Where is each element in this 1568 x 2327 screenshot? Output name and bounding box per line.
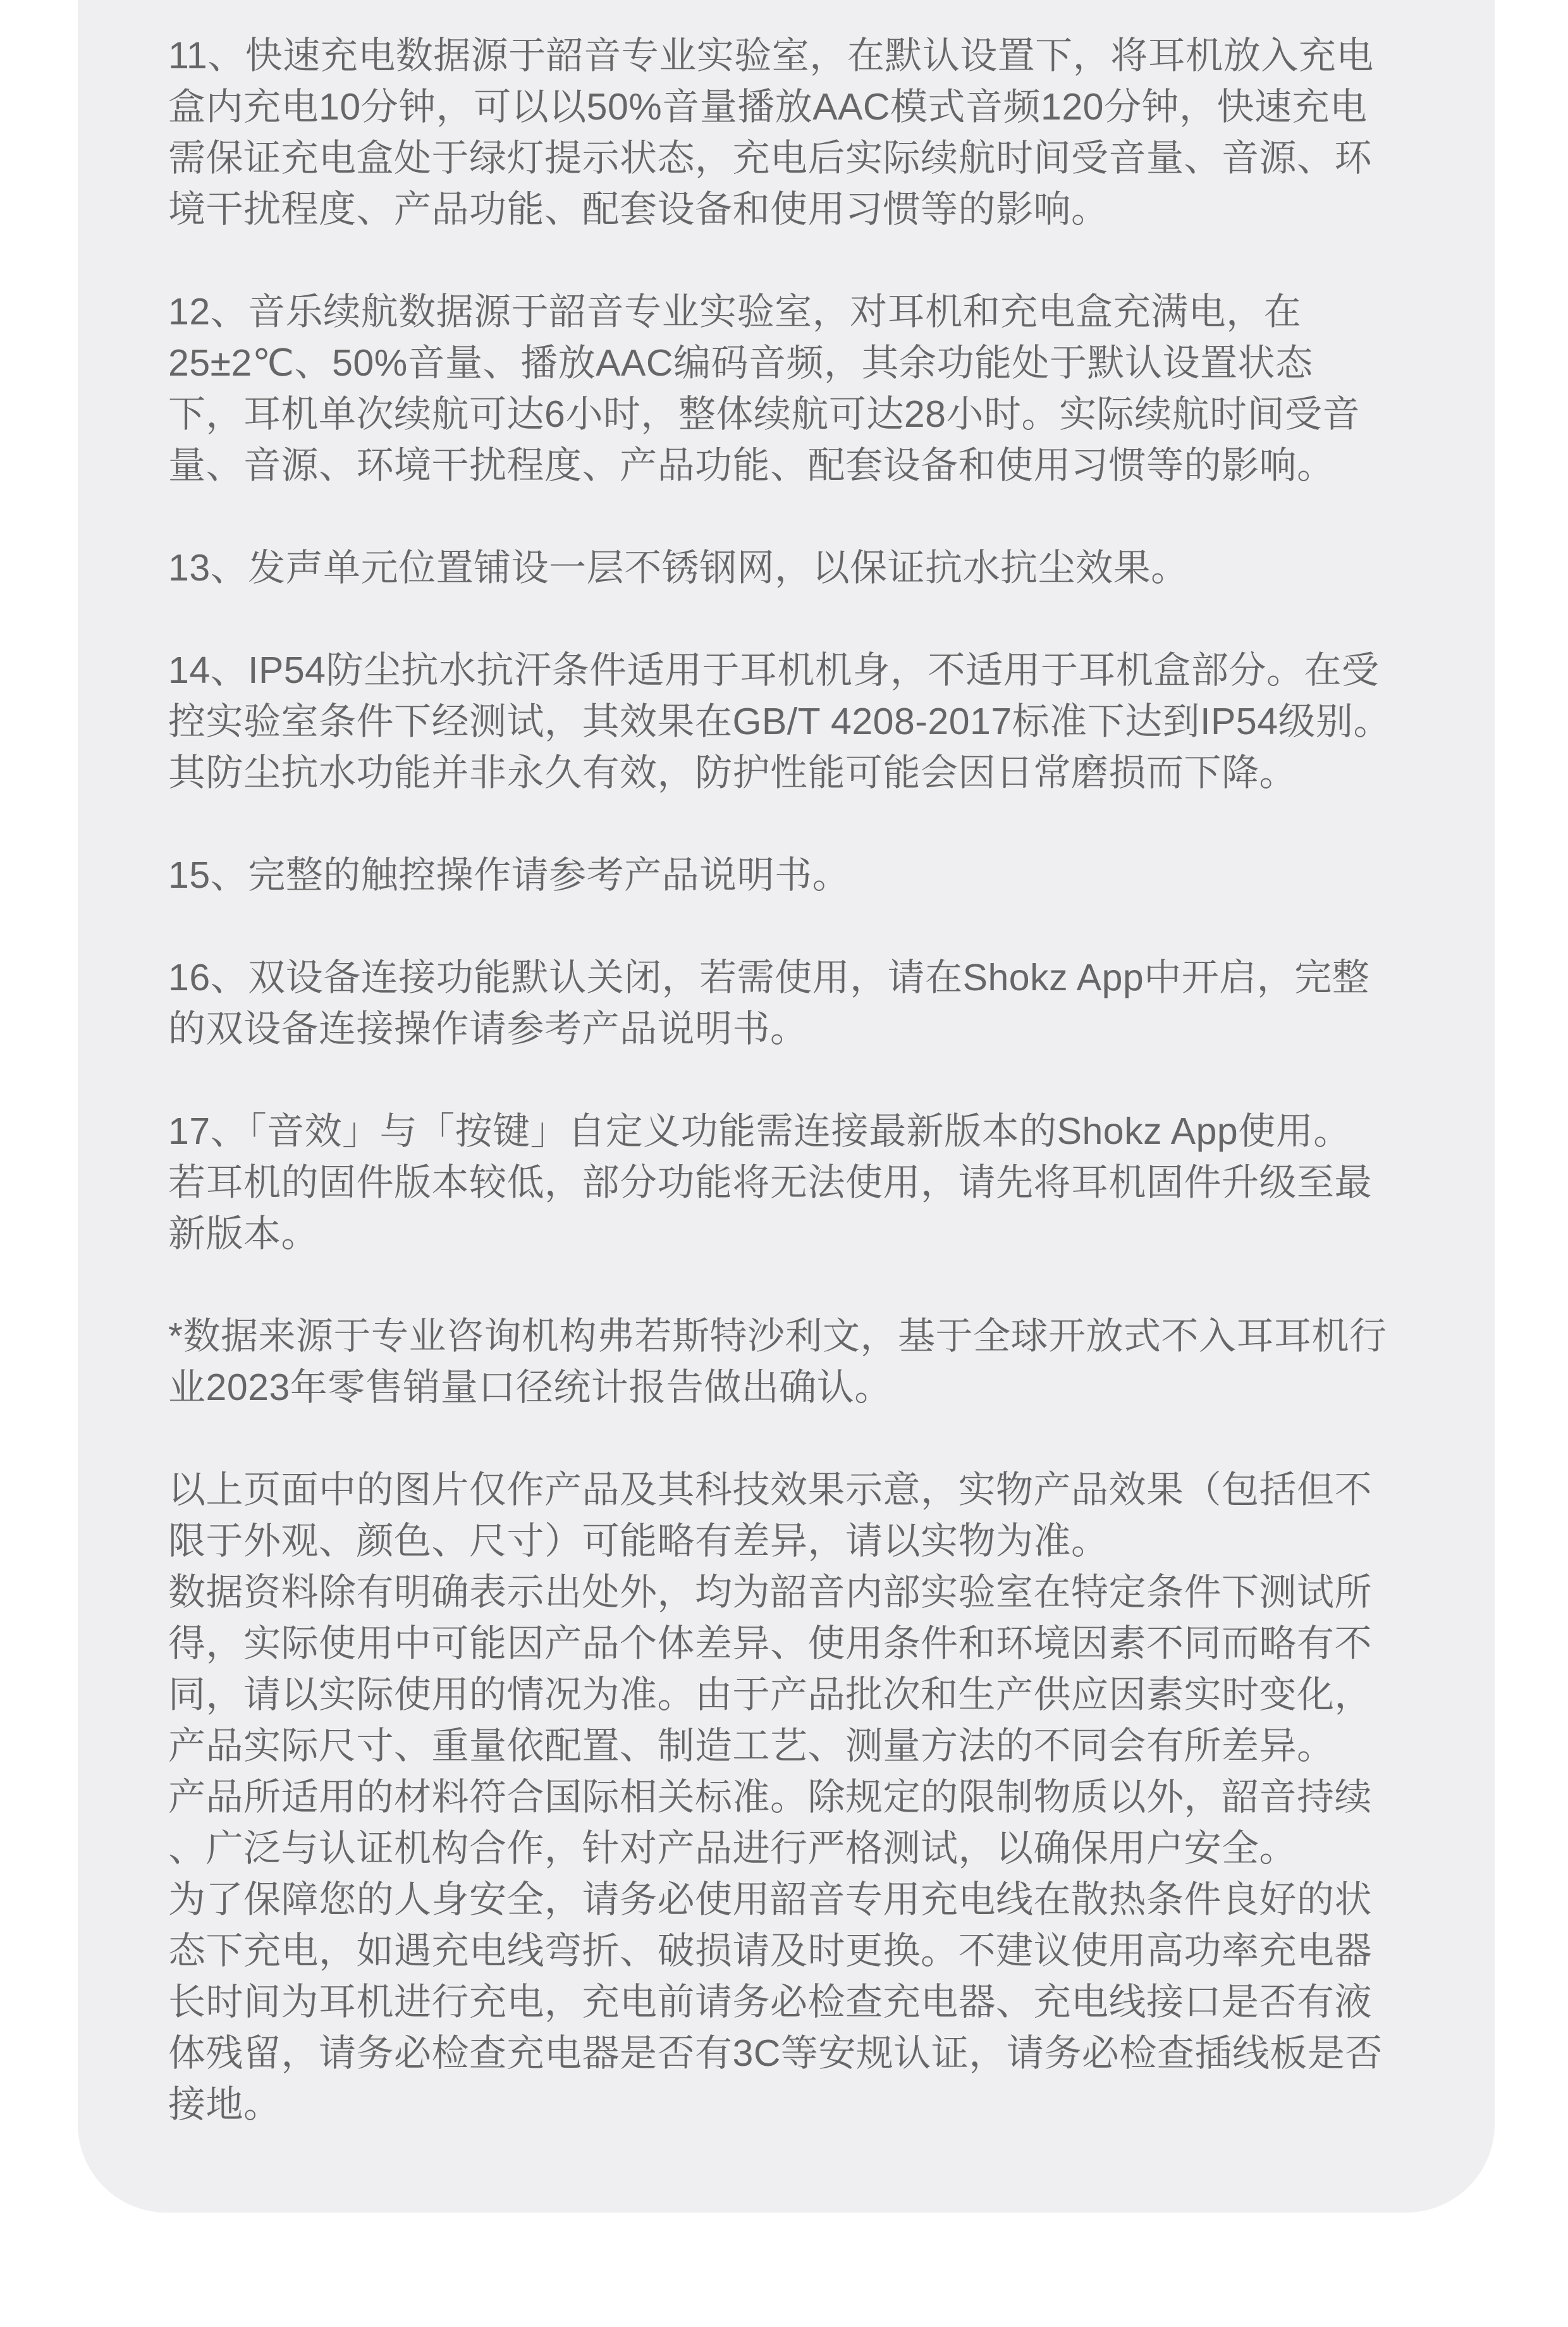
disclaimer-line: 以上页面中的图片仅作产品及其科技效果示意，实物产品效果（包括但不 [168,1469,1373,1511]
footnote-line: 控实验室条件下经测试，其效果在GB/T 4208-2017标准下达到IP54级别。 [168,701,1392,742]
footnote-line: 新版本。 [168,1213,319,1255]
footnote-line: 12、音乐续航数据源于韶音专业实验室，对耳机和充电盒充满电，在 [168,291,1302,333]
footnote-line: 量、音源、环境干扰程度、产品功能、配套设备和使用习惯等的影响。 [168,445,1335,486]
disclaimer-line: 得，实际使用中可能因产品个体差异、使用条件和环境因素不同而略有不 [168,1623,1373,1664]
disclaimer-line: 产品实际尺寸、重量依配置、制造工艺、测量方法的不同会有所差异。 [168,1725,1335,1767]
footnote-line: 业2023年零售销量口径统计报告做出确认。 [168,1366,892,1408]
disclaimer-line: 为了保障您的人身安全，请务必使用韶音专用充电线在散热条件良好的状 [168,1879,1373,1920]
footnote-line: 境干扰程度、产品功能、配套设备和使用习惯等的影响。 [168,188,1109,230]
footnote-line: 其防尘抗水功能并非永久有效，防护性能可能会因日常磨损而下降。 [168,752,1297,794]
footnote-line: 需保证充电盒处于绿灯提示状态，充电后实际续航时间受音量、音源、环 [168,137,1373,179]
footnote-line: 14、IP54防尘抗水抗汗条件适用于耳机机身，不适用于耳机盒部分。在受 [168,649,1380,691]
footnote-line: 13、发声单元位置铺设一层不锈钢网，以保证抗水抗尘效果。 [168,547,1189,589]
footnotes-content [168,30,1483,2130]
disclaimer-line: 同，请以实际使用的情况为准。由于产品批次和生产供应因素实时变化， [168,1674,1373,1716]
disclaimer-line: 产品所适用的材料符合国际相关标准。除规定的限制物质以外，韶音持续 [168,1776,1373,1818]
footnote-line: 下，耳机单次续航可达6小时，整体续航可达28小时。实际续航时间受音 [168,393,1360,435]
footnote-16 [168,952,1483,1055]
disclaimer-line: 数据资料除有明确表示出处外，均为韶音内部实验室在特定条件下测试所 [168,1571,1373,1613]
footnote-14 [168,645,1483,799]
footnote-line: 25±2℃、50%音量、播放AAC编码音频，其余功能处于默认设置状态 [168,342,1313,384]
footnote-line: *数据来源于专业咨询机构弗若斯特沙利文，基于全球开放式不入耳耳机行 [168,1315,1387,1357]
footnote-line: 盒内充电10分钟，可以以50%音量播放AAC模式音频120分钟，快速充电 [168,86,1368,128]
disclaimer-line: 接地。 [168,2084,281,2125]
footnote-line: 11、快速充电数据源于韶音专业实验室，在默认设置下，将耳机放入充电 [168,35,1374,77]
footnote-11 [168,30,1483,235]
footnote-line: 15、完整的触控操作请参考产品说明书。 [168,854,850,896]
disclaimer [168,1464,1483,2130]
footnote-line: 的双设备连接操作请参考产品说明书。 [168,1008,808,1050]
disclaimer-line: 体残留，请务必检查充电器是否有3C等安规认证，请务必检查插线板是否 [168,2032,1383,2074]
footnote-line: 17、「音效」与「按键」自定义功能需连接最新版本的Shokz App使用。 [168,1110,1351,1152]
footnote-17 [168,1106,1483,1260]
disclaimer-line: 、广泛与认证机构合作，针对产品进行严格测试，以确保用户安全。 [168,1827,1297,1869]
disclaimer-line: 限于外观、颜色、尺寸）可能略有差异，请以实物为准。 [168,1520,1109,1562]
footnote-line: 16、双设备连接功能默认关闭，若需使用，请在Shokz App中开启，完整 [168,957,1370,998]
footnote-12 [168,286,1483,491]
disclaimer-line: 态下充电，如遇充电线弯折、破损请及时更换。不建议使用高功率充电器 [168,1930,1373,1972]
footnote-line: 若耳机的固件版本较低，部分功能将无法使用，请先将耳机固件升级至最 [168,1162,1373,1203]
footnote-data-source [168,1311,1483,1413]
footnote-15 [168,850,1483,901]
disclaimer-line: 长时间为耳机进行充电，充电前请务必检查充电器、充电线接口是否有液 [168,1981,1373,2023]
footnote-13 [168,543,1483,594]
